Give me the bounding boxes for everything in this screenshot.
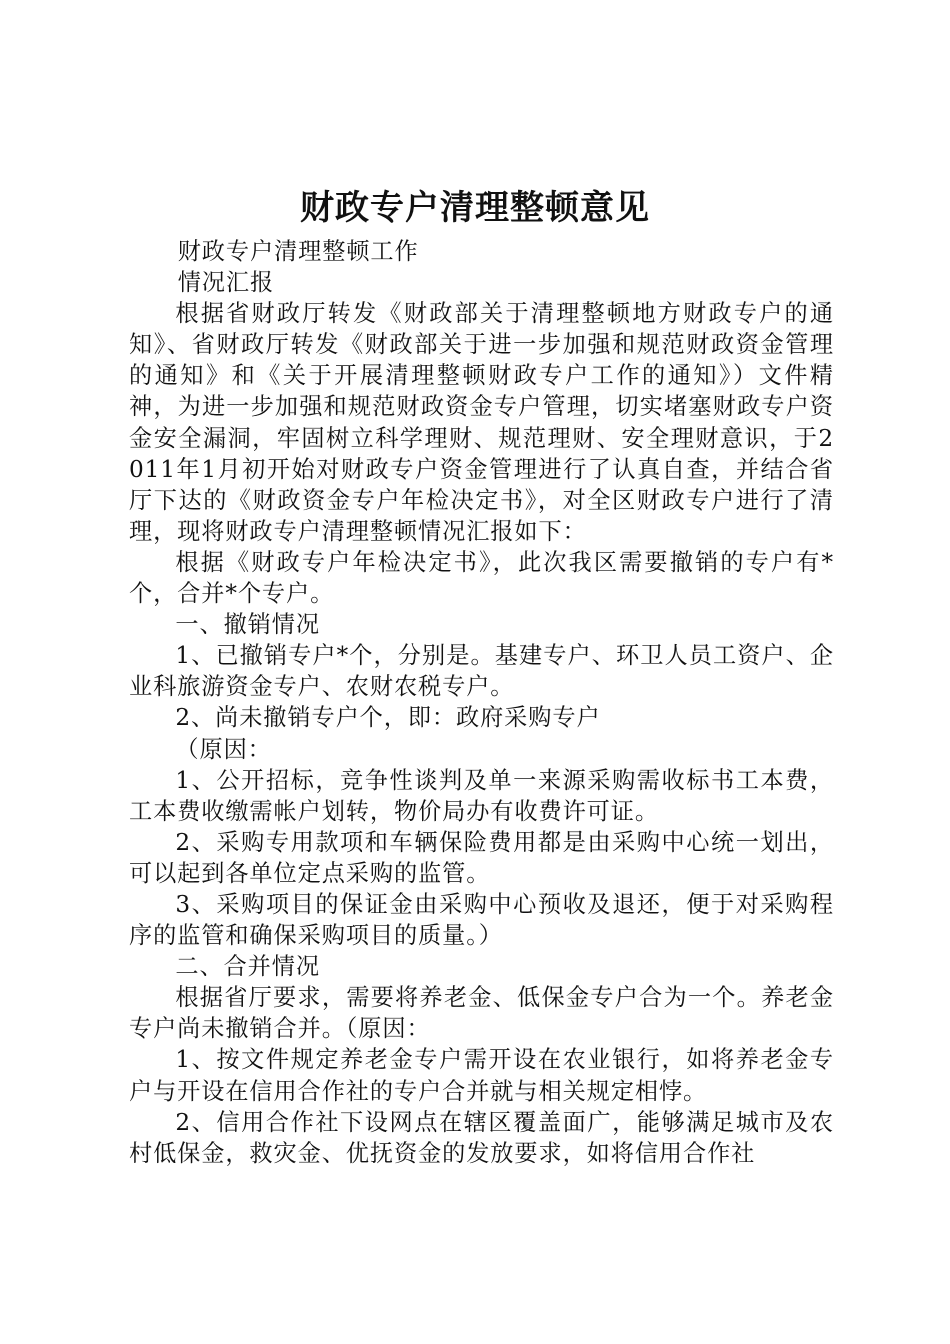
paragraph-reason-3: 3、采购项目的保证金由采购中心预收及退还，便于对采购程序的监管和确保采购项目的质量。） bbox=[129, 890, 834, 950]
document-title: 财政专户清理整顿意见 bbox=[300, 188, 650, 228]
section-heading-cancellation: 一、撤销情况 bbox=[175, 611, 320, 639]
paragraph-cancelled-accounts: 1、已撤销专户*个，分别是。基建专户、环卫人员工资户、企业科旅游资金专户、农财农税专户。 bbox=[129, 642, 834, 701]
section-heading-merge: 二、合并情况 bbox=[175, 953, 320, 981]
subtitle-line-2: 情况汇报 bbox=[177, 269, 275, 297]
paragraph-reason-2: 2、采购专用款项和车辆保险费用都是由采购中心统一划出，可以起到各单位定点采购的监管。 bbox=[129, 828, 834, 887]
paragraph-reason-1: 1、公开招标，竞争性谈判及单一来源采购需收标书工本费，工本费收缴需帐户划转，物价局办有收费许可证。 bbox=[129, 766, 834, 825]
paragraph-intro: 根据省财政厅转发《财政部关于清理整顿地方财政专户的通知》、省财政厅转发《财政部关于进一步加强和规范财政资金管理的通知》和《关于开展清理整顿财政专户工作的通知》）文件精神，为进一步加强和规范财政资金专户管理，切实堵塞财政专户资金安全漏洞，牢固树立科学理财、规范理财、安全理财意识，于2011年1月初开始对财政专户资金管理进行了认真自查，并结合省厅下达的《财政资金专户年检决定书》，对全区财政专户进行了清理，现将财政专户清理整顿情况汇报如下： bbox=[129, 300, 834, 545]
paragraph-reason-open: （原因： bbox=[175, 735, 272, 763]
paragraph-decision: 根据《财政专户年检决定书》，此次我区需要撤销的专户有*个，合并*个专户。 bbox=[129, 548, 834, 608]
document-body bbox=[129, 236, 834, 1169]
paragraph-merge-requirement: 根据省厅要求，需要将养老金、低保金专户合为一个。养老金专户尚未撤销合并。（原因： bbox=[129, 984, 834, 1043]
paragraph-merge-reason-1: 1、按文件规定养老金专户需开设在农业银行，如将养老金专户与开设在信用合作社的专户合并就与相关规定相悖。 bbox=[129, 1046, 834, 1105]
subtitle-line-1: 财政专户清理整顿工作 bbox=[177, 238, 419, 265]
paragraph-merge-reason-2: 2、信用合作社下设网点在辖区覆盖面广，能够满足城市及农村低保金，救灾金、优抚资金的发放要求，如将信用合作社 bbox=[129, 1108, 834, 1167]
paragraph-pending-accounts: 2、尚未撤销专户个，即：政府采购专户 bbox=[175, 704, 601, 732]
